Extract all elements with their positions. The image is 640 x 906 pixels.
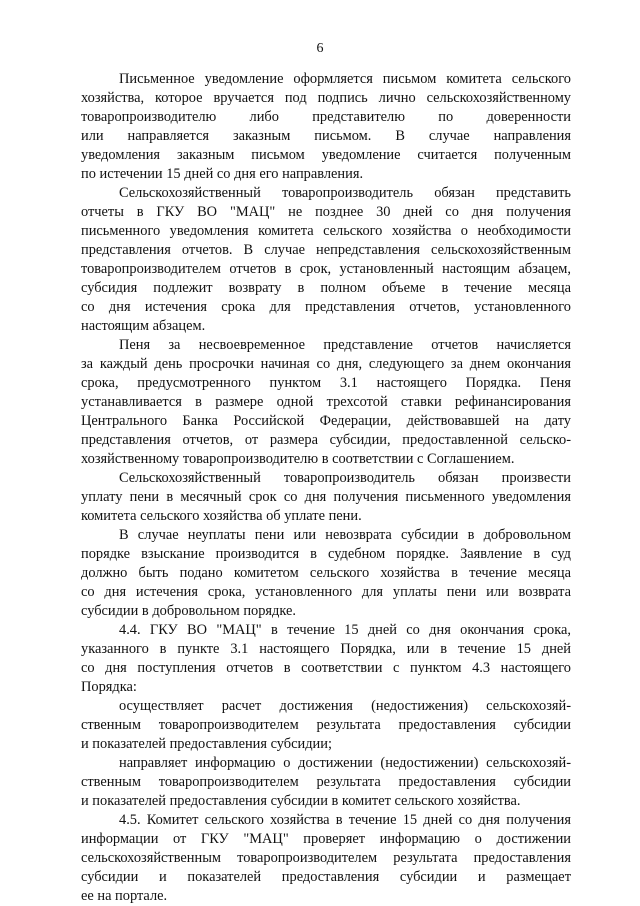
paragraph: [81, 754, 571, 811]
paragraph: [81, 184, 571, 336]
text-line: 4.4. ГКУ ВО "МАЦ" в течение 15 дней со дня окончания срока,: [119, 622, 571, 638]
text-line: настоящим абзацем.: [81, 318, 206, 334]
text-line: информации от ГКУ "МАЦ" проверяет информацию о достижении: [81, 831, 571, 847]
text-line: указанного в пункте 3.1 настоящего Порядка, или в течение 15 дней: [81, 641, 571, 657]
text-line: субсидии в добровольном порядке.: [81, 603, 296, 619]
text-line: 4.5. Комитет сельского хозяйства в течение 15 дней со дня получения: [119, 812, 571, 828]
paragraph: [81, 70, 571, 184]
text-line: за каждый день просрочки начиная со дня, следующего за днем окончания: [81, 356, 571, 372]
text-line: хозяйства, которое вручается под подпись лично сельскохозяйственному: [81, 90, 571, 106]
text-line: комитета сельского хозяйства об уплате пени.: [81, 508, 362, 524]
paragraph: [81, 697, 571, 754]
text-line: со дня истечения срока для представления отчетов, установленного: [81, 299, 571, 315]
text-line: ственным товаропроизводителем результата предоставления субсидии: [81, 774, 571, 790]
text-line: по истечении 15 дней со дня его направления.: [81, 166, 364, 182]
text-line: Пеня за несвоевременное представление отчетов начисляется: [119, 337, 571, 353]
text-line: уплату пени в месячный срок со дня получения письменного уведомления: [81, 489, 571, 505]
page-number: 6: [316, 41, 324, 56]
text-line: направляет информацию о достижении (недостижении) сельскохозяй-: [119, 755, 571, 771]
paragraph: [81, 336, 571, 469]
text-line: Сельскохозяйственный товаропроизводитель обязан произвести: [119, 470, 571, 486]
text-line: ственным товаропроизводителем результата предоставления субсидии: [81, 717, 571, 733]
text-line: товаропроизводителю либо представителю по доверенности: [81, 109, 571, 125]
text-line: В случае неуплаты пени или невозврата субсидии в добровольном: [119, 527, 571, 543]
text-line: или направляется заказным письмом. В случае направления: [81, 128, 571, 144]
text-line: Центрального Банка Российской Федерации, действовавшей на дату: [81, 413, 571, 429]
text-line: срока, предусмотренного пунктом 3.1 настоящего Порядка. Пеня: [81, 375, 571, 391]
text-line: представления отчетов, от размера субсидии, предоставленной сельско-: [81, 432, 571, 448]
text-line: представления отчетов. В случае непредставления сельскохозяйственным: [81, 242, 571, 258]
text-line: со дня поступления отчетов в соответствии с пунктом 4.3 настоящего: [81, 660, 571, 676]
text-line: порядке взыскание производится в судебном порядке. Заявление в суд: [81, 546, 571, 562]
text-line: отчеты в ГКУ ВО "МАЦ" не позднее 30 дней со дня получения: [81, 204, 571, 220]
text-line: и показателей предоставления субсидии в комитет сельского хозяйства.: [81, 793, 521, 809]
text-line: Письменное уведомление оформляется письмом комитета сельского: [119, 71, 571, 87]
text-line: и показателей предоставления субсидии;: [81, 736, 332, 752]
paragraph: [81, 469, 571, 526]
paragraph: [81, 526, 571, 621]
text-line: товаропроизводителем отчетов в срок, установленный настоящим абзацем,: [81, 261, 571, 277]
text-line: сельскохозяйственным товаропроизводителем результата предоставления: [81, 850, 571, 866]
document-body: [81, 70, 571, 906]
text-line: уведомления заказным письмом уведомление считается полученным: [81, 147, 571, 163]
text-line: устанавливается в размере одной трехсотой ставки рефинансирования: [81, 394, 571, 410]
text-line: письменного уведомления комитета сельского хозяйства о необходимости: [81, 223, 571, 239]
text-line: субсидия подлежит возврату в полном объеме в течение месяца: [81, 280, 571, 296]
paragraph: [81, 811, 571, 906]
text-line: ее на портале.: [81, 888, 168, 904]
text-line: осуществляет расчет достижения (недостижения) сельскохозяй-: [119, 698, 571, 714]
text-line: Сельскохозяйственный товаропроизводитель обязан представить: [119, 185, 571, 201]
text-line: субсидии и показателей предоставления субсидии и размещает: [81, 869, 571, 885]
text-line: хозяйственному товаропроизводителю в соответствии с Соглашением.: [81, 451, 515, 467]
paragraph: [81, 621, 571, 697]
text-line: должно быть подано комитетом сельского хозяйства в течение месяца: [81, 565, 571, 581]
text-line: Порядка:: [81, 679, 137, 695]
text-line: со дня истечения срока, установленного для уплаты пени или возврата: [81, 584, 571, 600]
